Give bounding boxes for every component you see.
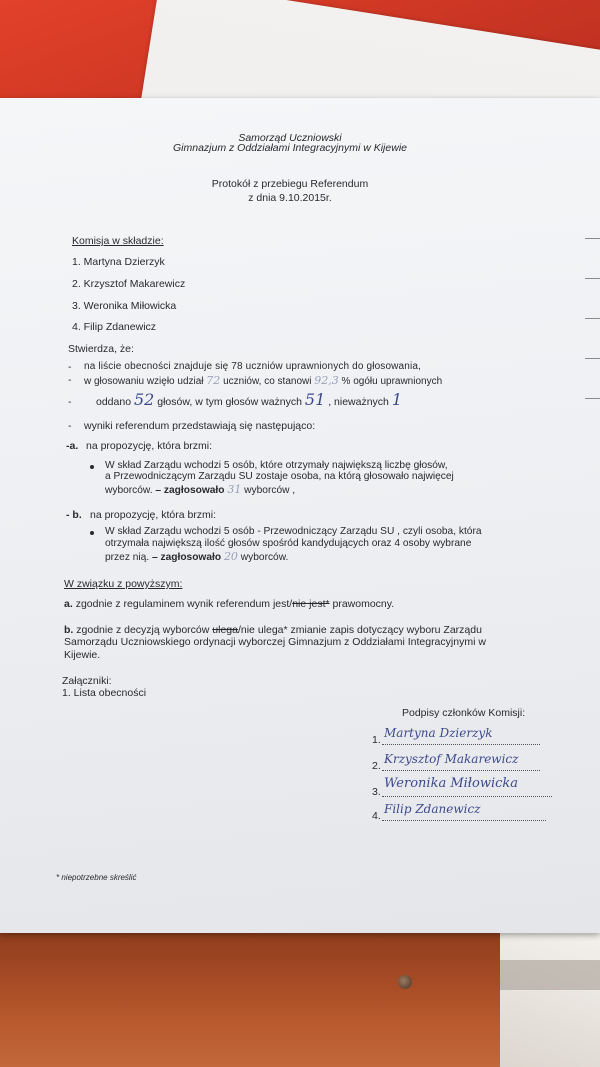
signature-number: 1. — [372, 734, 381, 746]
conclusion-a-label: a. — [64, 598, 73, 610]
document-page — [0, 98, 600, 933]
signature-line — [382, 820, 546, 821]
dash: - — [68, 374, 72, 386]
conclusion-b-label: b. — [64, 624, 74, 636]
attachments-heading: Załączniki: — [62, 675, 112, 687]
signatures-heading: Podpisy członków Komisji: — [402, 707, 526, 719]
proposal-a-text-3b: wyborców , — [244, 485, 296, 496]
floor-background — [500, 930, 600, 1067]
attachments-item: 1. Lista obecności — [62, 687, 147, 699]
conclusion-b-struck: ulega — [212, 624, 238, 636]
votes-text-2: głosów, w tym głosów ważnych — [157, 396, 302, 408]
proposal-b-votes-handwritten: 20 — [223, 550, 238, 563]
bullet — [90, 531, 94, 535]
turnout-text-3: % ogółu uprawnionych — [341, 376, 443, 387]
commission-member: 4. Filip Zdanewicz — [72, 321, 157, 333]
desk-bolt — [398, 975, 412, 989]
signature-line — [382, 744, 540, 745]
turnout-text-1: w głosowaniu wzięło udział — [84, 376, 204, 387]
dash: - — [68, 420, 72, 432]
conclusion-b-2: Samorządu Uczniowskiego ordynacji wyborczej Gimnazjum z Oddziałami Integracyjnymi w — [64, 636, 486, 648]
commission-member: 2. Krzysztof Makarewicz — [72, 278, 186, 290]
valid-votes-handwritten: 51 — [304, 390, 326, 409]
conclusion-heading: W związku z powyższym: — [64, 578, 183, 590]
turnout-text-2: uczniów, co stanowi — [223, 376, 312, 387]
back-sheet-edge-line — [585, 238, 600, 239]
commission-member: 3. Weronika Miłowicka — [72, 300, 177, 312]
signature-line — [382, 770, 540, 771]
turnout-count-handwritten: 72 — [206, 374, 221, 387]
conclusion-b-3: Kijewie. — [64, 649, 101, 661]
proposal-b-text-2: otrzymała największą ilość głosów spośród kandydujących oraz 4 osoby wybrane — [105, 538, 472, 549]
states-label: Stwierdza, że: — [68, 343, 134, 355]
proposal-a-text-1: W skład Zarządu wchodzi 5 osób, które otrzymały największą liczbę głosów, — [105, 460, 448, 471]
finding-turnout — [84, 374, 442, 387]
signature-number: 3. — [372, 786, 381, 798]
header-org: Samorząd Uczniowski — [238, 132, 342, 144]
dash: - — [68, 396, 72, 408]
header-school: Gimnazjum z Oddziałami Integracyjnymi w Kijewie — [173, 142, 407, 154]
votes-text-1: oddano — [96, 396, 132, 408]
conclusion-b-1 — [64, 624, 482, 636]
conclusion-a-text-1: zgodnie z regulaminem wynik referendum jest/ — [75, 598, 293, 610]
invalid-votes-handwritten: 1 — [391, 390, 402, 409]
conclusion-b-text-1a: zgodnie z decyzją wyborców — [76, 624, 210, 636]
proposal-b-label: - b. — [66, 509, 82, 521]
proposal-a-intro: na propozycję, która brzmi: — [86, 440, 213, 452]
proposal-a-text-3a: wyborców. — [105, 485, 153, 496]
proposal-b-voted-label: – zagłosowało — [152, 552, 222, 563]
votes-cast-handwritten: 52 — [133, 390, 155, 409]
proposal-a-votes-handwritten: 31 — [227, 483, 242, 496]
dash: - — [68, 361, 72, 373]
proposal-a-text-2: a Przewodniczącym Zarządu SU zostaje osoba, na którą głosowało najwięcej — [105, 471, 454, 482]
signature-line — [382, 796, 552, 797]
conclusion-a — [64, 598, 394, 610]
document-title: Protokół z przebiegu Referendum — [211, 178, 369, 190]
finding-results: wyniki referendum przedstawiają się następująco: — [84, 420, 316, 432]
commission-member: 1. Martyna Dzierzyk — [72, 256, 165, 268]
proposal-a-text-3 — [105, 483, 295, 496]
turnout-percent-handwritten: 92,3 — [314, 374, 339, 387]
document-date: z dnia 9.10.2015r. — [248, 192, 332, 204]
proposal-b-text-3b: wyborców. — [240, 552, 289, 563]
conclusion-b-text-1b: /nie ulega* zmianie zapis dotyczący wyboru Zarządu — [237, 624, 482, 636]
proposal-b-text-3a: przez nią. — [105, 552, 150, 563]
floor-shadow — [500, 960, 600, 990]
signature-number: 2. — [372, 760, 381, 772]
signature-handwritten: Krzysztof Makarewicz — [384, 752, 519, 766]
footnote: * niepotrzebne skreślić — [56, 873, 137, 882]
back-sheet-edge-line — [585, 318, 600, 319]
finding-attendance: na liście obecności znajduje się 78 uczniów uprawnionych do głosowania, — [84, 361, 421, 372]
bullet — [90, 465, 94, 469]
proposal-a-label: -a. — [66, 440, 79, 452]
votes-text-3: , nieważnych — [328, 396, 389, 408]
finding-votes — [96, 390, 402, 409]
commission-heading: Komisja w składzie: — [72, 235, 164, 247]
proposal-b-intro: na propozycję, która brzmi: — [90, 509, 217, 521]
back-sheet-edge-line — [585, 398, 600, 399]
back-sheet-edge-line — [585, 278, 600, 279]
conclusion-a-text-2: prawomocny. — [332, 598, 395, 610]
proposal-b-text-1: W skład Zarządu wchodzi 5 osób - Przewodniczący Zarządu SU , czyli osoba, która — [105, 526, 482, 537]
proposal-b-text-3 — [105, 550, 288, 563]
conclusion-a-struck: nie jest* — [292, 598, 330, 610]
signature-handwritten: Filip Zdanewicz — [384, 802, 481, 816]
back-sheet-edge-line — [585, 358, 600, 359]
signature-handwritten: Weronika Miłowicka — [384, 776, 519, 791]
signature-number: 4. — [372, 810, 381, 822]
signature-handwritten: Martyna Dzierzyk — [384, 726, 493, 740]
proposal-a-voted-label: – zagłosowało — [155, 485, 225, 496]
